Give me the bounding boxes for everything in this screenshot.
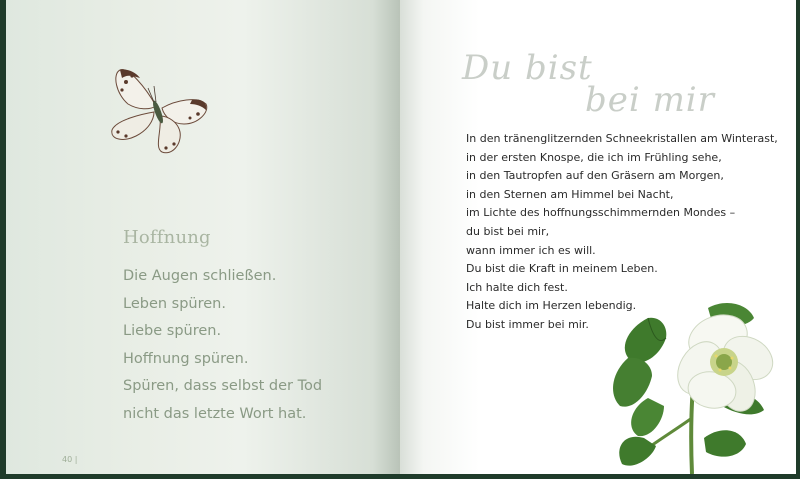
- left-page: [6, 0, 400, 474]
- poem-line: Halte dich im Herzen lebendig.: [466, 299, 637, 313]
- poem-line: Leben spüren.: [123, 295, 226, 312]
- poem-line: in den Tautropfen auf den Gräsern am Morgen,: [466, 169, 724, 183]
- hellebore-flower-icon: [608, 298, 778, 474]
- poem-line: im Lichte des hoffnungsschimmernden Mondes –: [466, 206, 736, 220]
- poem-title-line-1: Du bist: [462, 48, 593, 88]
- poem-line: nicht das letzte Wort hat.: [123, 405, 307, 422]
- poem-line: du bist bei mir,: [466, 224, 550, 238]
- poem-line: Hoffnung spüren.: [123, 350, 249, 367]
- poem-line: Du bist immer bei mir.: [466, 317, 589, 331]
- poem-line: in den Sternen am Himmel bei Nacht,: [466, 187, 674, 201]
- poem-line: in der ersten Knospe, die ich im Frühling sehe,: [466, 150, 722, 164]
- poem-heading: Hoffnung: [123, 227, 211, 248]
- poem-line: In den tränenglitzernden Schneekristallen am Winterast,: [466, 132, 778, 145]
- poem-line: Liebe spüren.: [123, 323, 222, 340]
- poem-line: Du bist die Kraft in meinem Leben.: [466, 262, 658, 276]
- poem-left-text: [123, 263, 322, 429]
- poem-line: Die Augen schließen.: [123, 268, 277, 284]
- poem-line: Ich halte dich fest.: [466, 280, 568, 294]
- poem-title-line-2: bei mir: [585, 80, 715, 120]
- butterfly-icon: [106, 58, 211, 158]
- poem-line: Spüren, dass selbst der Tod: [123, 378, 323, 395]
- poem-line: wann immer ich es will.: [466, 243, 596, 257]
- page-number: 40 |: [62, 455, 78, 464]
